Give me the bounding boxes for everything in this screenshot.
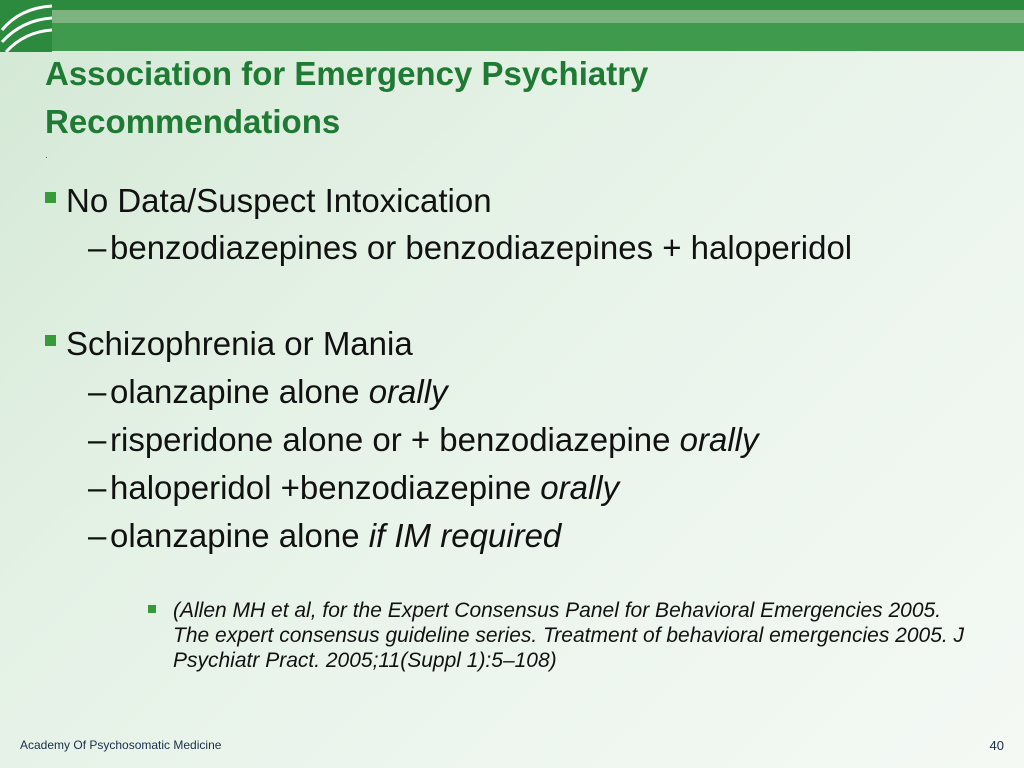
bullet-text: No Data/Suspect Intoxication (66, 182, 492, 219)
bullet-level1 (45, 325, 413, 363)
bullet-emphasis: orally (540, 469, 620, 506)
dash-bullet: – (88, 373, 107, 410)
reference-text: (Allen MH et al, for the Expert Consensus Panel for Behavioral Emergencies 2005. The expert consensus guideline series. Treatment of behavioral emergencies 2005. J Psychiatr Pract. 2005;11(Suppl 1):5–108) (173, 599, 965, 672)
bullet-text: Schizophrenia or Mania (66, 325, 413, 362)
bullet-text: benzodiazepines or benzodiazepines + haloperidol (110, 229, 853, 266)
bullet-text: haloperidol +benzodiazepine (110, 469, 541, 506)
footer-organization: Academy Of Psychosomatic Medicine (20, 738, 222, 752)
square-bullet-icon (45, 335, 56, 346)
page-number: 40 (989, 738, 1004, 753)
bullet-text: olanzapine alone (110, 373, 369, 410)
dash-bullet: – (88, 517, 107, 554)
slide-title: Association for Emergency Psychiatry Recommendations (45, 55, 649, 140)
bullet-emphasis: if IM required (368, 517, 562, 554)
header-band-light (0, 10, 1024, 23)
header-band-mid (0, 23, 1024, 51)
bullet-emphasis: orally (368, 373, 448, 410)
square-bullet-icon (148, 605, 156, 613)
bullet-level2 (88, 229, 852, 267)
bullet-text: olanzapine alone (110, 517, 369, 554)
dash-bullet: – (88, 229, 107, 266)
logo-arc-icon (0, 0, 52, 52)
logo (0, 0, 52, 52)
bullet-text: risperidone alone or + benzodiazepine (110, 421, 680, 458)
square-bullet-icon (45, 192, 56, 203)
bullet-level2 (88, 421, 759, 459)
header-band-dark (0, 0, 1024, 10)
header-bar (0, 0, 1024, 52)
dash-bullet: – (88, 421, 107, 458)
dash-bullet: – (88, 469, 107, 506)
bullet-level2 (88, 469, 619, 507)
bullet-level1 (45, 182, 492, 220)
title-dot: . (45, 150, 48, 161)
bullet-level2 (88, 517, 561, 555)
bullet-emphasis: orally (679, 421, 759, 458)
bullet-level2 (88, 373, 448, 411)
